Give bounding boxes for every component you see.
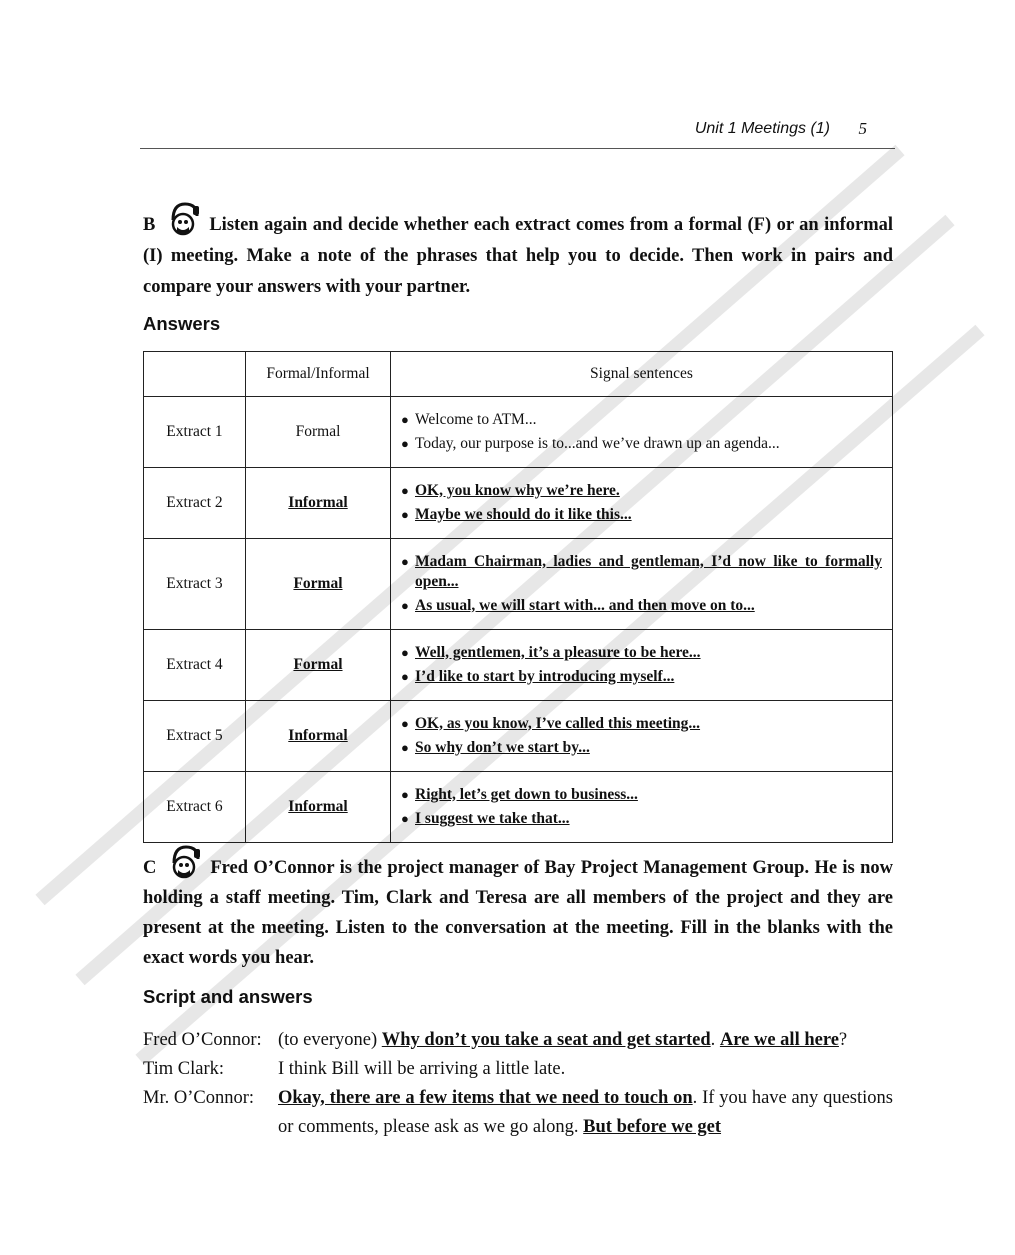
table-row [144, 468, 893, 539]
meeting-type-answer: Informal [246, 772, 391, 843]
answer-blank: Why don’t you take a seat and get started [381, 1030, 711, 1050]
table-header-row [144, 352, 893, 397]
running-title: Unit 1 Meetings (1) [694, 120, 830, 137]
bullet-icon: ● [401, 739, 409, 755]
bullet-icon: ● [401, 668, 409, 684]
speaker: Mr. O’Connor: [143, 1088, 254, 1108]
signal-item: ● So why don’t we start by... [401, 738, 590, 756]
task-b-instruction: Listen again and decide whether each extract comes from a formal (F) or an informal (I) meeting. Make a note of the phrases that help you to decide. Then work in pairs and compare your answers with your partner. [143, 215, 893, 297]
speaker: Tim Clark: [143, 1059, 225, 1079]
script-line [143, 1026, 893, 1055]
signal-sentences [391, 397, 893, 468]
extract-label: Extract 1 [144, 397, 246, 468]
answer-blank: But before we get [583, 1117, 722, 1137]
signal-sentences [391, 630, 893, 701]
speaker: Fred O’Connor: [143, 1030, 262, 1050]
bullet-icon: ● [401, 506, 409, 522]
signal-sentences [391, 701, 893, 772]
signal-item: ● Madam Chairman, ladies and gentleman, I’d now like to formally open... [401, 552, 882, 590]
meeting-type-answer: Informal [246, 701, 391, 772]
signal-sentences [391, 539, 893, 630]
signal-sentences [391, 468, 893, 539]
task-b [143, 200, 893, 303]
signal-item: ● I suggest we take that... [401, 809, 570, 827]
header-cell-signals: Signal sentences [391, 352, 893, 397]
signal-item: ● I’d like to start by introducing myself... [401, 667, 675, 685]
extract-label: Extract 3 [144, 539, 246, 630]
meeting-type: Formal [246, 397, 391, 468]
signal-item: ● OK, as you know, I’ve called this meeting... [401, 714, 701, 732]
meeting-type-answer: Formal [246, 630, 391, 701]
page-header [140, 118, 895, 149]
task-c-instruction: Fred O’Connor is the project manager of Bay Project Management Group. He is now holding a staff meeting. Tim, Clark and Teresa are all members of the project and they are present at the meeting. Listen to the conversation at the meeting. Fill in the blanks with the exact words you hear. [143, 858, 893, 968]
speech: Okay, there are a few items that we need to touch on. If you have any questions or comments, please ask as we go along. But before we get [278, 1088, 893, 1137]
headphones-icon [167, 200, 201, 236]
table-row [144, 701, 893, 772]
script-line [143, 1084, 893, 1142]
script-heading: Script and answers [143, 986, 313, 1007]
signal-item: ● Right, let’s get down to business... [401, 785, 638, 803]
signal-item: ● Well, gentlemen, it’s a pleasure to be here... [401, 643, 701, 661]
task-b-letter: B [143, 215, 156, 235]
extract-label: Extract 5 [144, 701, 246, 772]
bullet-icon: ● [401, 810, 409, 826]
answer-blank: Are we all here [719, 1030, 839, 1050]
speech: (to everyone) Why don’t you take a seat and get started. Are we all here? [278, 1030, 848, 1050]
speech: I think Bill will be arriving a little late. [278, 1059, 566, 1079]
bullet-icon: ● [401, 644, 409, 660]
bullet-icon: ● [401, 482, 409, 498]
answers-heading: Answers [143, 313, 221, 334]
signal-item: ● Maybe we should do it like this... [401, 505, 632, 523]
table-row [144, 397, 893, 468]
extract-label: Extract 2 [144, 468, 246, 539]
signal-item: ● OK, you know why we’re here. [401, 481, 620, 499]
answers-table [143, 351, 893, 843]
extract-label: Extract 6 [144, 772, 246, 843]
task-c [143, 843, 893, 973]
bullet-icon: ● [401, 597, 409, 613]
headphones-icon [168, 843, 202, 879]
table-row [144, 539, 893, 630]
signal-item: ● Welcome to ATM... [401, 410, 537, 428]
header-cell-type: Formal/Informal [246, 352, 391, 397]
answer-blank: Okay, there are a few items that we need to touch on [278, 1088, 693, 1108]
task-c-letter: C [143, 858, 157, 878]
header-cell-extract [144, 352, 246, 397]
script-line [143, 1055, 893, 1084]
bullet-icon: ● [401, 435, 409, 451]
bullet-icon: ● [401, 411, 409, 427]
script-and-answers [143, 1026, 893, 1142]
table-row [144, 630, 893, 701]
meeting-type-answer: Informal [246, 468, 391, 539]
extract-label: Extract 4 [144, 630, 246, 701]
signal-sentences [391, 772, 893, 843]
page-number: 5 [858, 119, 867, 138]
bullet-icon: ● [401, 715, 409, 731]
signal-item: ● Today, our purpose is to...and we’ve drawn up an agenda... [401, 434, 780, 452]
meeting-type-answer: Formal [246, 539, 391, 630]
bullet-icon: ● [401, 786, 409, 802]
table-row [144, 772, 893, 843]
bullet-icon: ● [401, 553, 409, 569]
signal-item: ● As usual, we will start with... and then move on to... [401, 596, 755, 614]
